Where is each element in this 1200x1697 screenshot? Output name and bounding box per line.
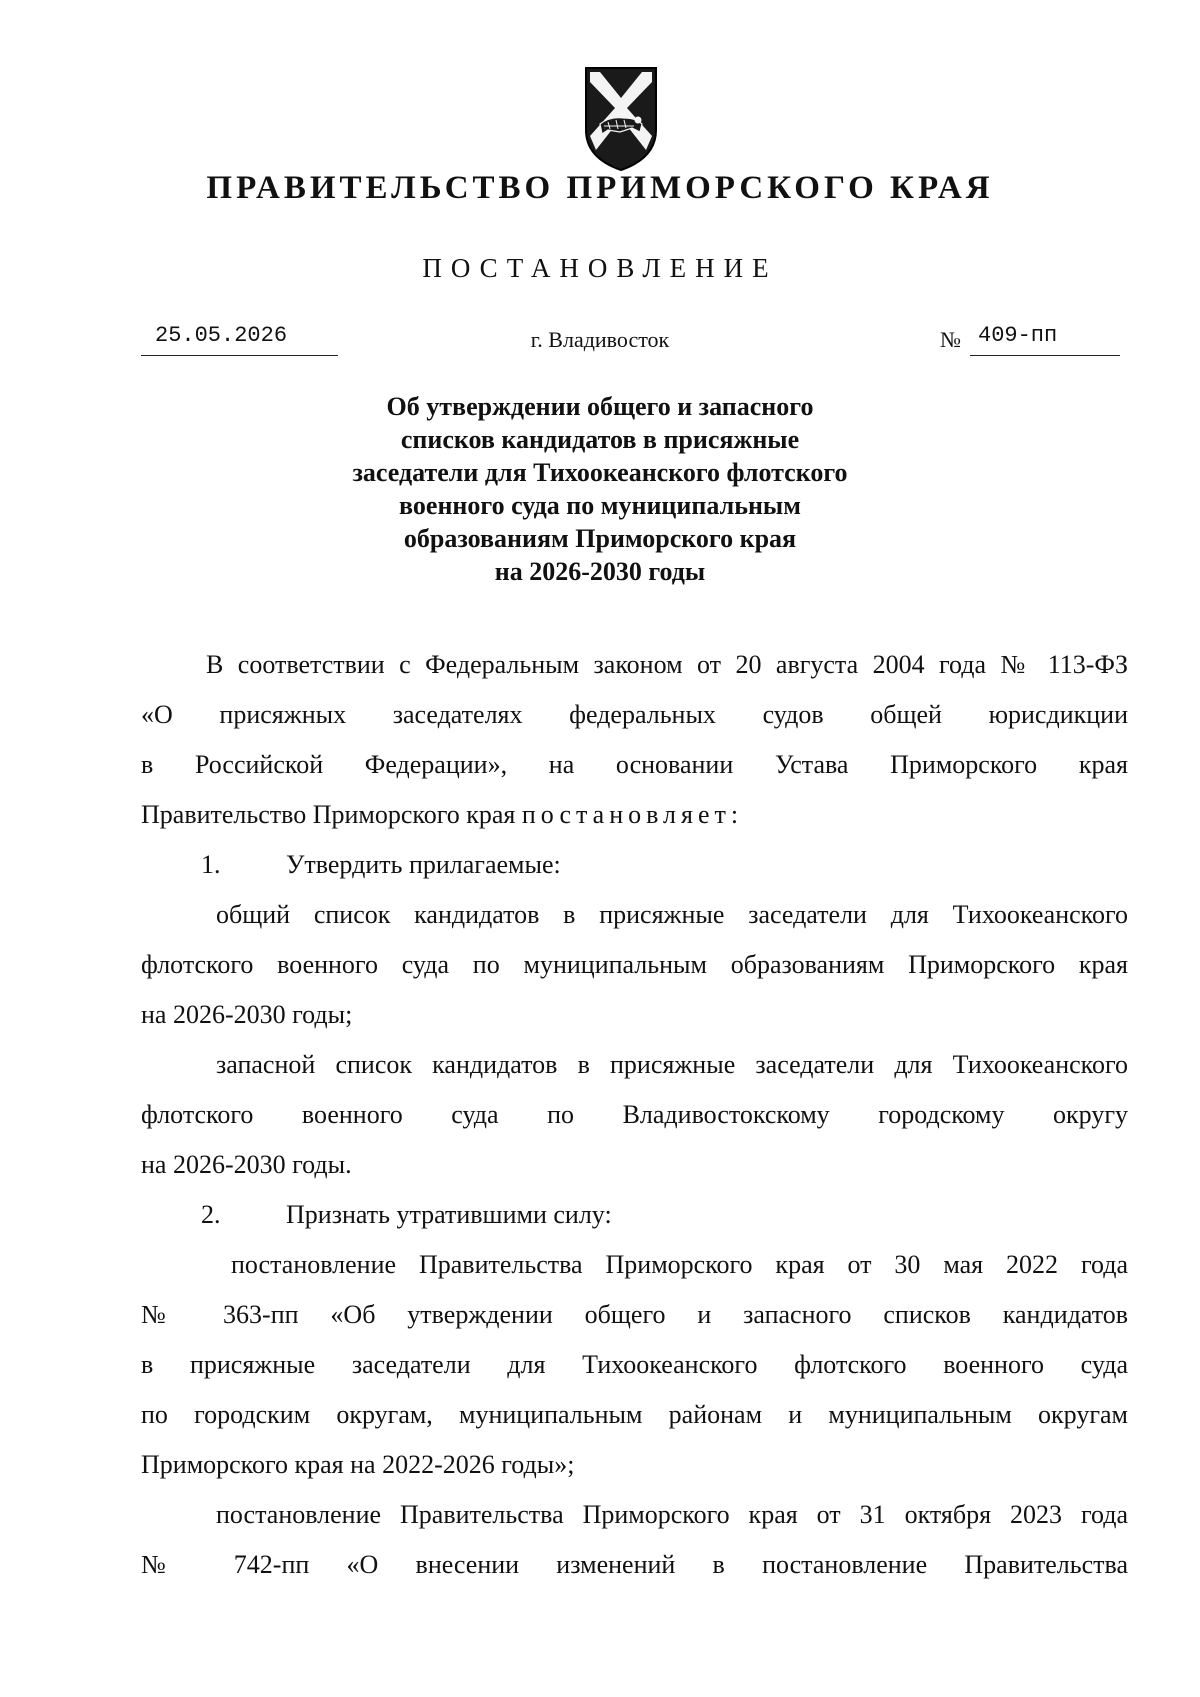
paragraph-line: на 2026-2030 годы; xyxy=(141,1000,353,1029)
item-1-reserve-list xyxy=(141,1040,1128,1190)
document-heading xyxy=(300,390,900,588)
item-2-repealed-742 xyxy=(141,1490,1128,1590)
preamble-paragraph xyxy=(141,640,1128,840)
paragraph-line: общий список кандидатов в присяжные заседатели для Тихоокеанского xyxy=(216,900,1128,929)
paragraph-line: на 2026-2030 годы. xyxy=(141,1150,352,1179)
document-type: ПОСТАНОВЛЕНИЕ xyxy=(422,253,778,283)
paragraph-line: в присяжные заседатели для Тихоокеанского флотского военного суда xyxy=(141,1350,1128,1379)
paragraph-line: флотского военного суда по муниципальным образованиям Приморского края xyxy=(141,950,1128,979)
paragraph-line: В соответствии с Федеральным законом от 20 августа 2004 года № 113-ФЗ xyxy=(206,650,1128,679)
paragraph-line: постановление Правительства Приморского края от 30 мая 2022 года xyxy=(231,1250,1128,1279)
item-text: Признать утратившими силу: xyxy=(286,1200,612,1229)
paragraph-line: Приморского края на 2022-2026 годы»; xyxy=(141,1450,575,1479)
resolve-prefix: Правительство Приморского края xyxy=(141,800,522,829)
paragraph-line: № 742-пп «О внесении изменений в постановление Правительства xyxy=(141,1550,1128,1579)
document-body xyxy=(141,640,1128,1590)
resolve-word: постановляет: xyxy=(521,800,744,829)
paragraph-line: запасной список кандидатов в присяжные заседатели для Тихоокеанского xyxy=(216,1050,1128,1079)
document-city: г. Владивосток xyxy=(530,327,670,352)
paragraph-line: постановление Правительства Приморского края от 31 октября 2023 года xyxy=(216,1500,1128,1529)
paragraph-line: флотского военного суда по Владивостокскому городскому округу xyxy=(141,1100,1128,1129)
heading-line: на 2026-2030 годы xyxy=(494,557,706,586)
item-2-repealed-363 xyxy=(141,1240,1128,1490)
coat-of-arms-emblem xyxy=(580,62,662,174)
heading-line: образованиям Приморского края xyxy=(403,524,797,553)
item-1 xyxy=(141,840,1128,890)
paragraph-line: № 363-пп «Об утверждении общего и запасного списков кандидатов xyxy=(141,1300,1128,1329)
document-number xyxy=(970,323,1120,356)
number-value: 409-пп xyxy=(978,323,1058,348)
paragraph-line xyxy=(141,790,1128,840)
item-text: Утвердить прилагаемые: xyxy=(286,850,561,879)
date-value: 25.05.2026 xyxy=(155,323,288,348)
paragraph-line: в Российской Федерации», на основании Устава Приморского края xyxy=(141,750,1128,779)
item-1-general-list xyxy=(141,890,1128,1040)
paragraph-line: «О присяжных заседателях федеральных судов общей юрисдикции xyxy=(141,700,1128,729)
item-number: 2. xyxy=(201,1200,221,1229)
heading-line: заседатели для Тихоокеанского флотского xyxy=(352,458,848,487)
item-number: 1. xyxy=(201,850,221,879)
government-title: ПРАВИТЕЛЬСТВО ПРИМОРСКОГО КРАЯ xyxy=(206,170,994,206)
paragraph-line: по городским округам, муниципальным районам и муниципальным округам xyxy=(141,1400,1128,1429)
heading-line: Об утверждении общего и запасного xyxy=(386,392,814,421)
heading-line: военного суда по муниципальным xyxy=(399,491,801,520)
item-2 xyxy=(141,1190,1128,1240)
number-label: № xyxy=(940,327,961,352)
heading-line: списков кандидатов в присяжные xyxy=(400,425,800,454)
